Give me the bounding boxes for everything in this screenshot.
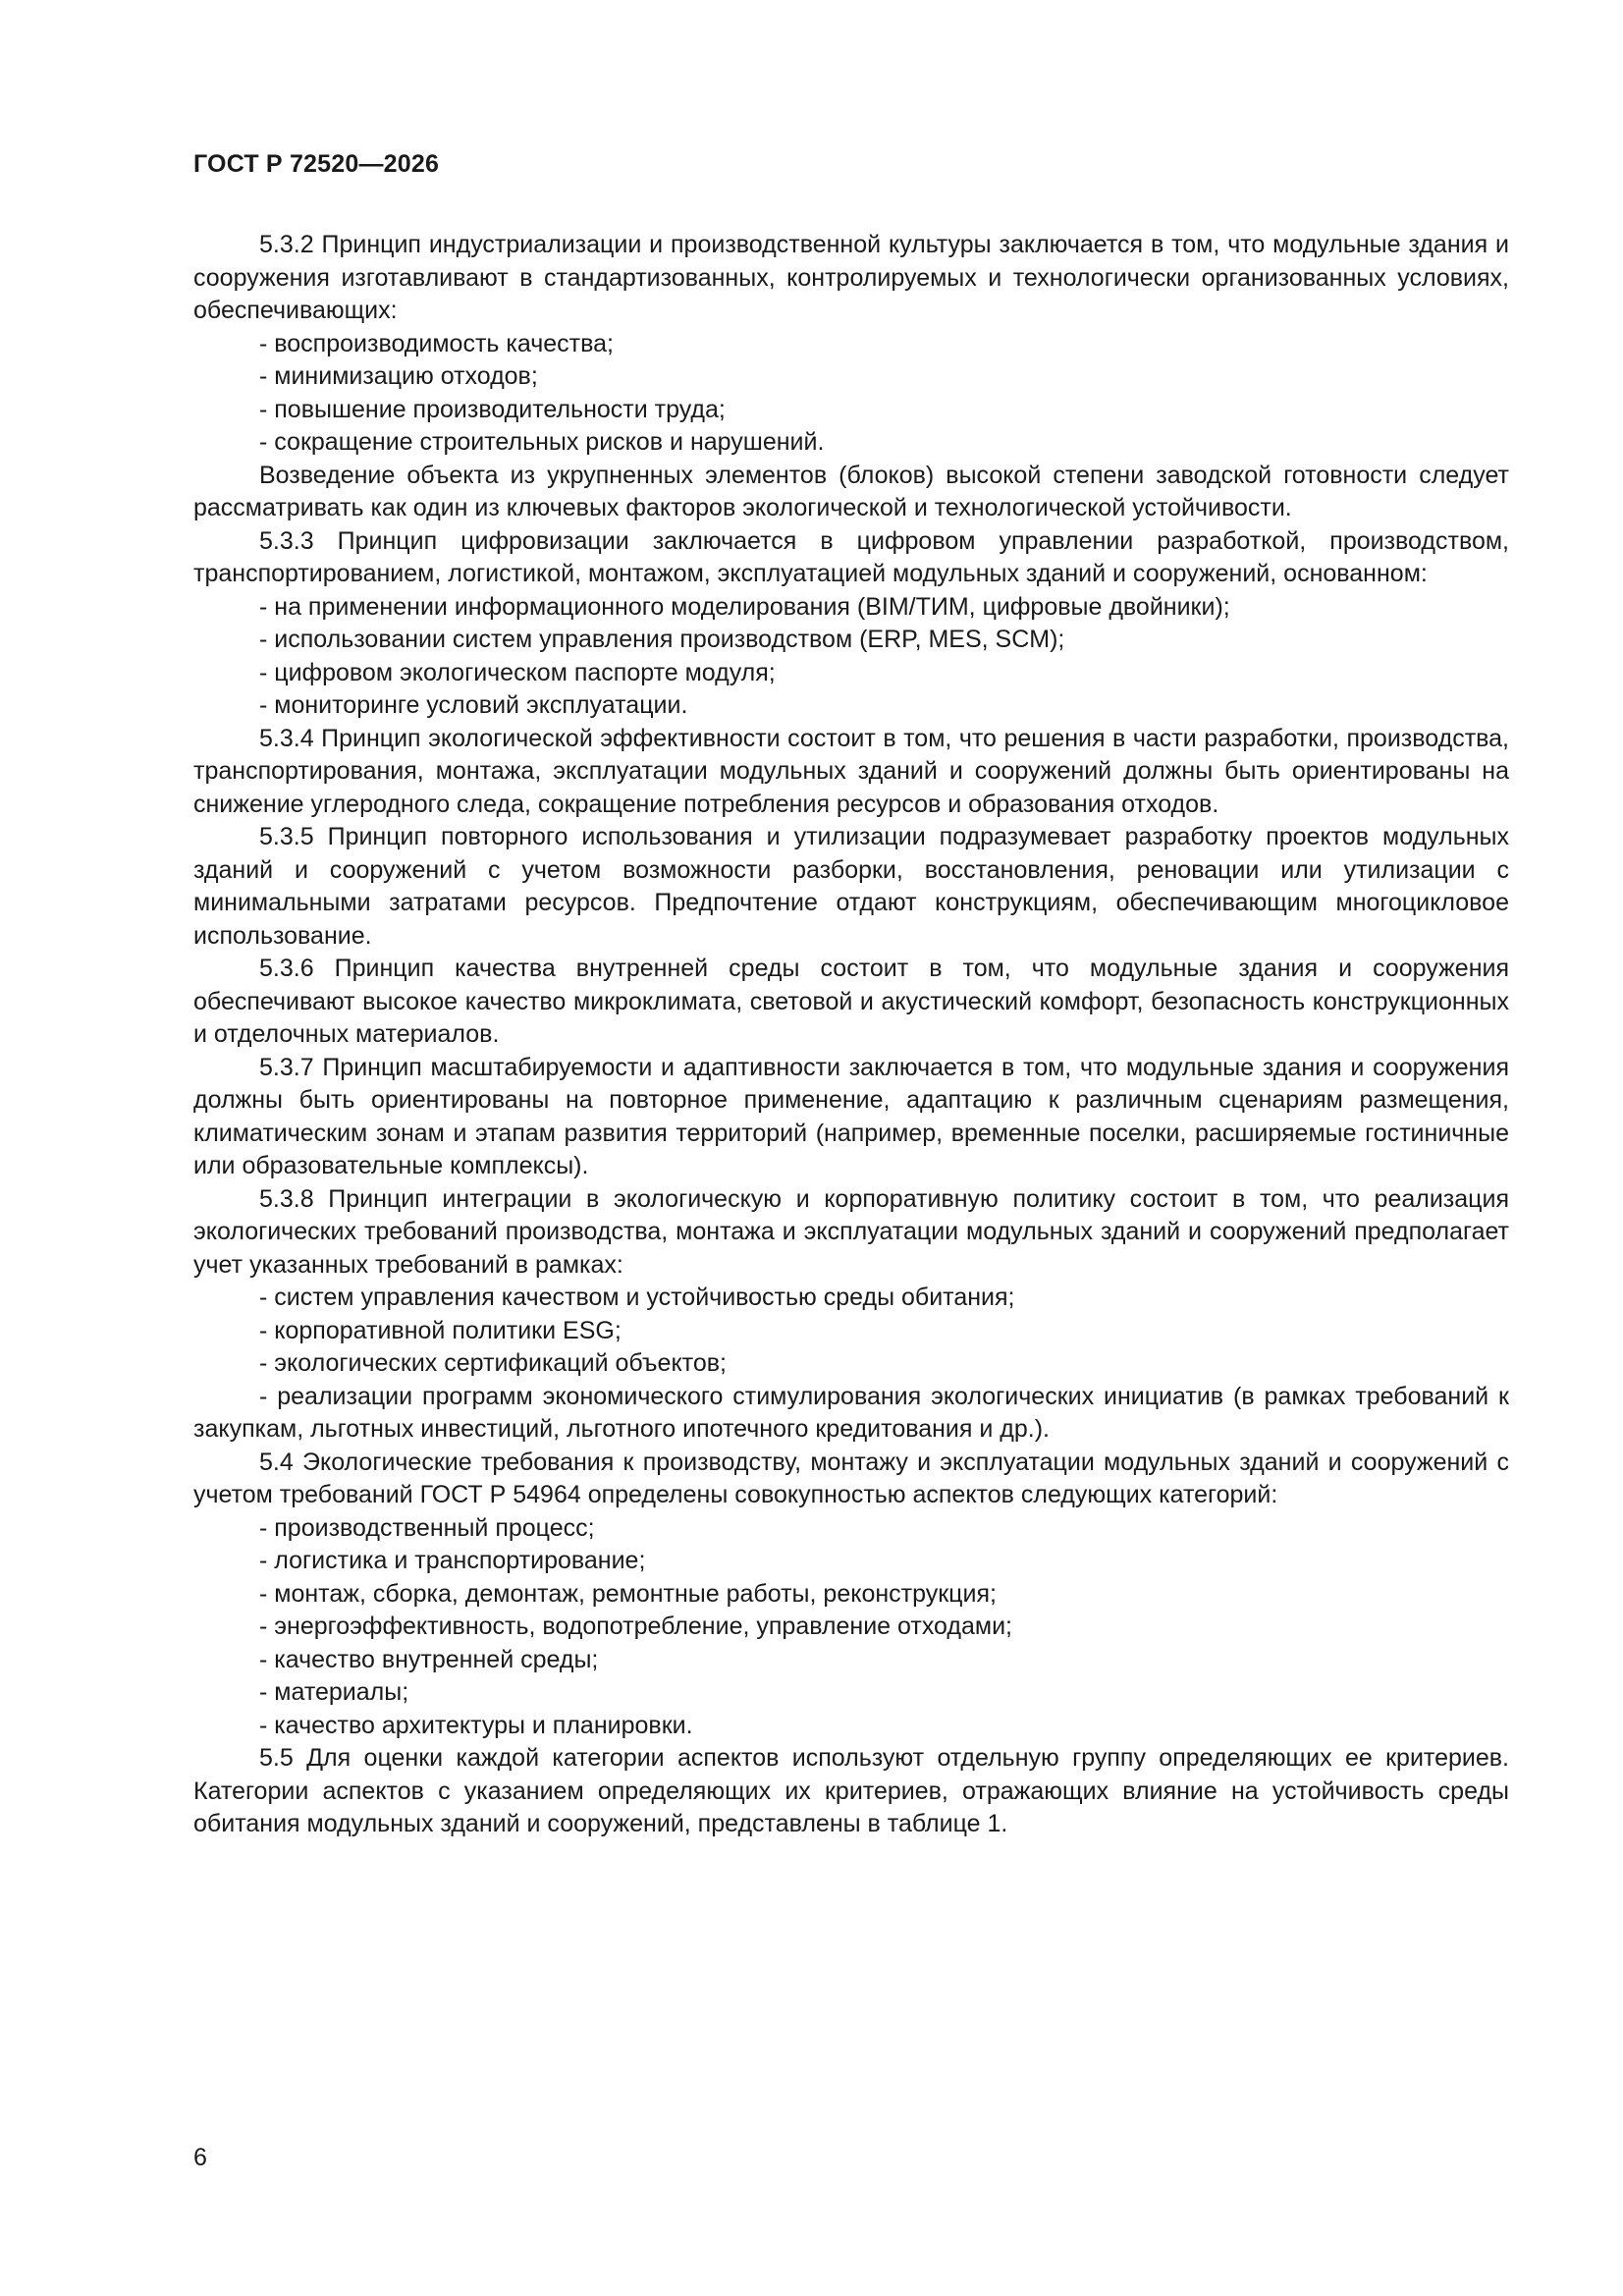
paragraph-5-3-8: 5.3.8 Принцип интеграции в экологическую и корпоративную политику состоит в том, что реализация экологических требований производства, монтажа и эксплуатации модульных зданий и сооружений предполагает учет указанных требований в рамках: [193, 1184, 1509, 1279]
list-item: - монтаж, сборка, демонтаж, ремонтные работы, реконструкция; [259, 1579, 997, 1608]
paragraph-5-3-6: 5.3.6 Принцип качества внутренней среды состоит в том, что модульные здания и сооружения обеспечивают высокое качество микроклимата, световой и акустический комфорт, безопасность конструкционных и отделочных материалов. [193, 955, 1509, 1048]
list-item: - производственный процесс; [259, 1513, 595, 1542]
list-item: - сокращение строительных рисков и нарушений. [259, 428, 825, 456]
paragraph-5-3-7: 5.3.7 Принцип масштабируемости и адаптивности заключается в том, что модульные здания и сооружения должны быть ориентированы на повторное применение, адаптацию к различным сценариям размещения, климатическим зонам и этапам развития территорий (например, временные поселки, расширяемые гостиничные или образовательные комплексы). [193, 1053, 1509, 1179]
paragraph-5-4: 5.4 Экологические требования к производству, монтажу и эксплуатации модульных зданий и сооружений с учетом требований ГОСТ Р 54964 определены совокупностью аспектов следующих категорий: [193, 1448, 1509, 1508]
list-item: - реализации программ экономического стимулирования экологических инициатив (в рамках требований к закупкам, льготных инвестиций, льготного ипотечного кредитования и др.). [193, 1382, 1509, 1443]
page-number: 6 [193, 2144, 207, 2171]
list-item: - систем управления качеством и устойчивостью среды обитания; [259, 1284, 1015, 1311]
paragraph-5-3-2-continued: Возведение объекта из укрупненных элементов (блоков) высокой степени заводской готовности следует рассматривать как один из ключевых факторов экологической и технологической устойчивости. [193, 461, 1509, 521]
document-body [193, 229, 1509, 1841]
list-item: - экологических сертификаций объектов; [259, 1349, 727, 1377]
list-item: - повышение производительности труда; [259, 395, 726, 423]
document-header: ГОСТ Р 72520—2026 [193, 150, 440, 178]
list-item: - логистика и транспортирование; [259, 1547, 646, 1574]
list-item: - мониторинге условий эксплуатации. [259, 691, 688, 719]
list-item: - воспроизводимость качества; [259, 329, 614, 357]
list-item: - энергоэффективность, водопотребление, управление отходами; [259, 1613, 1013, 1640]
list-item: - на применении информационного моделирования (BIM/ТИМ, цифровые двойники); [259, 592, 1230, 621]
list-item: - качество архитектуры и планировки. [259, 1711, 693, 1739]
list-item: - цифровом экологическом паспорте модуля; [259, 658, 776, 686]
paragraph-5-3-2: 5.3.2 Принцип индустриализации и производственной культуры заключается в том, что модульные здания и сооружения изготавливают в стандартизованных, контролируемых и технологически организованных условиях, обеспечивающих: [193, 231, 1509, 324]
list-item: - использовании систем управления производством (ERP, MES, SCM); [259, 626, 1065, 653]
paragraph-5-3-4: 5.3.4 Принцип экологической эффективности состоит в том, что решения в части разработки, производства, транспортирования, монтажа, эксплуатации модульных зданий и сооружений должны быть ориентированы на снижение углеродного следа, сокращение потребления ресурсов и образования отходов. [193, 724, 1509, 818]
paragraph-5-3-3: 5.3.3 Принцип цифровизации заключается в цифровом управлении разработкой, производством, транспортированием, логистикой, монтажом, эксплуатацией модульных зданий и сооружений, основанном: [193, 526, 1509, 587]
list-item: - корпоративной политики ESG; [259, 1316, 622, 1344]
list-item: - материалы; [259, 1678, 409, 1706]
list-item: - минимизацию отходов; [259, 362, 538, 390]
list-item: - качество внутренней среды; [259, 1645, 599, 1673]
paragraph-5-5: 5.5 Для оценки каждой категории аспектов используют отдельную группу определяющих ее критериев. Категории аспектов с указанием определяющих их критериев, отражающих влияние на устойчивость среды обитания модульных зданий и сооружений, представлены в таблице 1. [193, 1744, 1509, 1837]
paragraph-5-3-5: 5.3.5 Принцип повторного использования и утилизации подразумевает разработку проектов модульных зданий и сооружений с учетом возможности разборки, восстановления, реновации или утилизации с минимальными затратами ресурсов. Предпочтение отдают конструкциям, обеспечивающим многоцикловое использование. [193, 823, 1509, 950]
